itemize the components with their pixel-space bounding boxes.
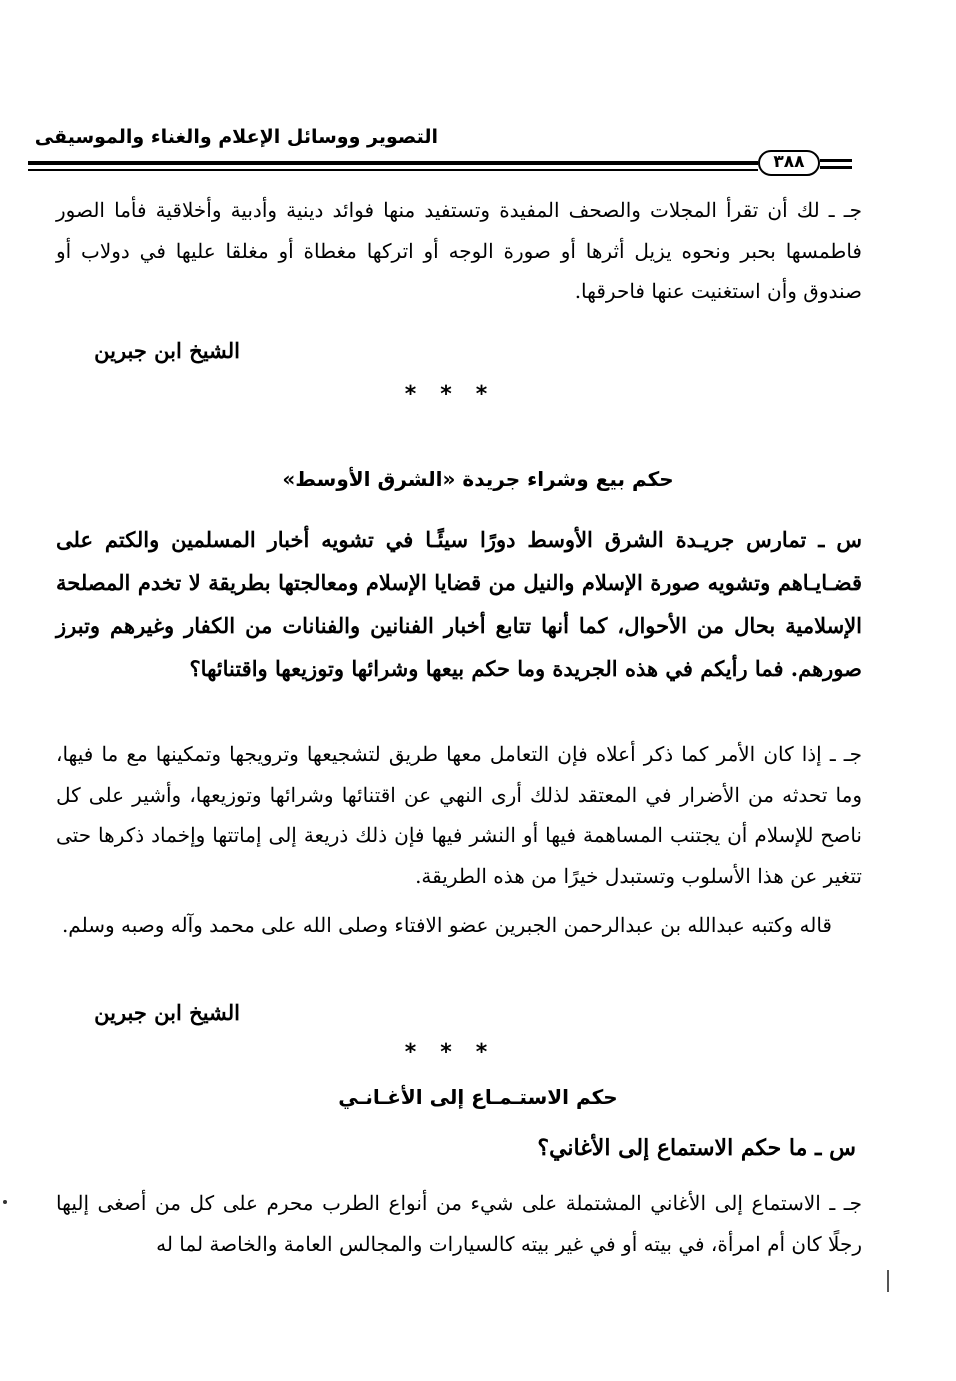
closing-paragraph-2: قاله وكتبه عبدالله بن عبدالرحمن الجبرين عضو الافتاء وصلى الله على محمد وآله وصبه وسلم. bbox=[61, 913, 832, 937]
section-heading-songs: حكم الاستـمـاع إلى الأغـانـي bbox=[338, 1085, 618, 1109]
running-header-title: التصوير ووسائل الإعلام والغناء والموسيقى bbox=[34, 126, 438, 148]
margin-dot bbox=[3, 1200, 7, 1204]
separator-stars-1: *** bbox=[404, 382, 512, 407]
page-number: ٣٨٨ bbox=[758, 150, 820, 176]
margin-mark bbox=[887, 1270, 889, 1292]
section-heading-newspaper: حكم بيع وشراء جريدة «الشرق الأوسط» bbox=[282, 467, 674, 491]
header-rule-thick bbox=[28, 161, 758, 165]
answer-paragraph-3: جـ ـ الاستماع إلى الأغاني المشتملة على شيء من أنواع الطرب محرم على كل من أصغى إليها رجلًا كان أم امرأة، في بيته أو في غير بيته كالسيارات والمجالس العامة والخاصة لما له bbox=[56, 1191, 862, 1256]
signature-2: الشيخ ابن جبرين bbox=[94, 1000, 240, 1025]
header-rule-right-top bbox=[820, 159, 852, 162]
header-rule-thin bbox=[28, 169, 758, 171]
question-paragraph-3: س ـ ما حكم الاستماع إلى الأغاني؟ bbox=[537, 1135, 856, 1161]
question-paragraph-2: س ـ تمارس جريـدة الشرق الأوسط دورًا سيئًـا في تشويه أخبار المسلمين والكتم على قضـايـاهم وتشويه صورة الإسلام والنيل من قضايا الإسلام ومعالجتها بطريقة لا تخدم المصلحة الإسلامية بحال من الأحوال، كما أنها تتابع أخبار الفنانين والفنانات من الكفار وغيرهم وتبرز صورهم. فما رأيكم في هذه الجريدة وما حكم بيعها وشرائها وتوزيعها واقتنائها؟ bbox=[56, 527, 862, 681]
header-rule-right-bottom bbox=[820, 166, 852, 169]
answer-paragraph-2: جـ ـ إذا كان الأمر كما ذكر أعلاه فإن التعامل معها طريق لتشجيعها وترويجها وتمكينها مع ما فيها، وما تحدثه من الأضرار في المعتقد لذلك أرى النهي عن اقتنائها وشرائها وتوزيعها، وأشير على كل ناصح للإسلام أن يجتنب المساهمة فيها أو النشر فيها فإن ذلك ذريعة إلى إماتتها وإخماد ذكرها حتى تتغير عن هذا الأسلوب وتستبدل خيرًا من هذه الطريقة. bbox=[56, 742, 863, 888]
separator-stars-2: *** bbox=[404, 1040, 512, 1065]
answer-paragraph-1: جـ ـ لك أن تقرأ المجلات والصحف المفيدة وتستفيد منها فوائد دينية وأدبية وأخلاقية فأما الصور فاطمسها بحبر ونحوه يزيل أثرها أو صورة الوجه أو اتركها مغطاة أو مغلقا عليها في دولاب أو صندوق وأن استغنيت عنها فاحرقها. bbox=[56, 198, 862, 303]
signature-1: الشيخ ابن جبرين bbox=[94, 338, 240, 363]
